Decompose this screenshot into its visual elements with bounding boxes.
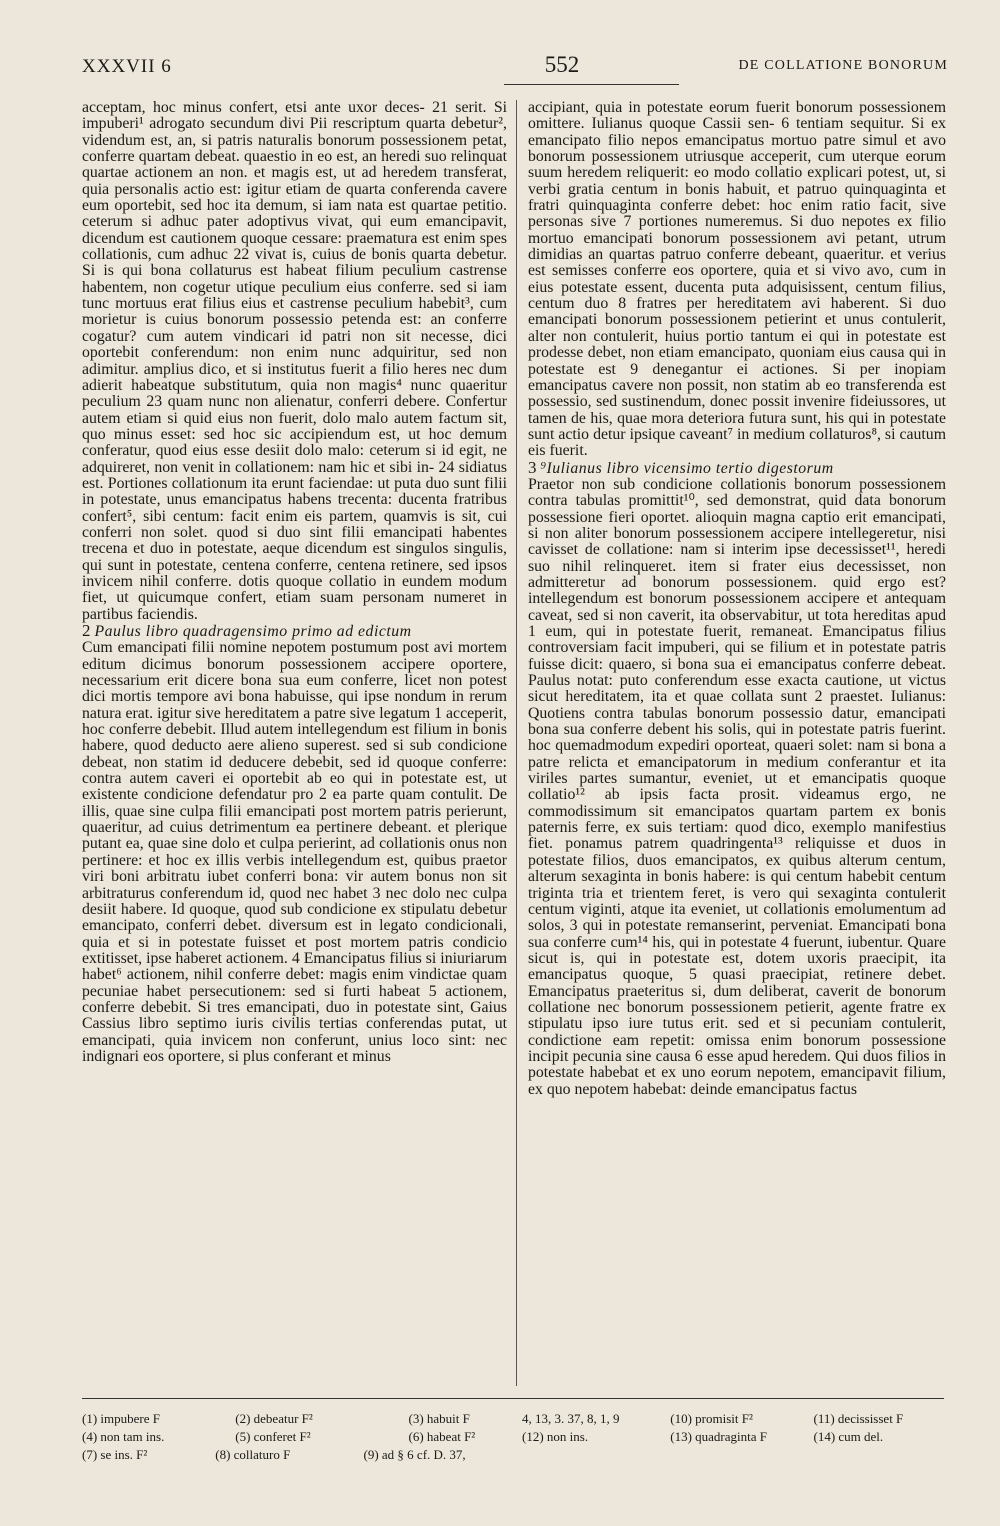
section-heading [528, 457, 946, 477]
section-heading [82, 623, 507, 640]
footnote: (12) non ins. [522, 1429, 589, 1444]
left-text-column [82, 100, 507, 1390]
footnote: (13) quadraginta F [670, 1429, 768, 1444]
paragraph: accipiant, quia in potestate eorum fuerit bonorum possessionem omittere. Iulianus quoque Cassii sen- 6 tentiam sequitur. Si ex emancipato filio nepos emancipatus mortuo patre simul et avo bonorum possessionem utriusque acceperit, cum uterque eorum suum heredem reliquerit: eo modo collatio explicari potest, ut, si verbi gratia centum in bonis habuit, et patruo quinquaginta et fratri quinquaginta conferre debet: hoc enim ratio facit, sive personas sive 7 portiones numeremus. Si duo nepotes ex filio mortuo emancipati bonorum possessionem avi petant, utrum dimidias an quartas patruo conferre debeant, quaeritur. et verius est semisses conferre eos oportere, quia et si vivo avo, cum in eius potestate essent, ducenta puta adquisissent, centum filius, centum duo 8 fratres per hereditatem avi haberent. Si duo emancipati bonorum possessionem petierint et unus contulerit, alter non contulerit, huius portio tantum ei qui in potestate est prodesse debet, non etiam emancipato, quoniam eius causa qui in potestate est 9 denegantur ei actiones. Si per inopiam emancipatus cavere non possit, non statim ab eo transferenda est possessio, sed sustinendum, donec possit invenire fideiussores, ut tamen de his, quae mora deteriora futura sunt, his qui in potestate sunt actio detur ipsique caveant⁷ in medium collaturos⁸, si cautum eis fuerit. [528, 100, 946, 460]
section-title: DE COLLATIONE BONORUM [738, 58, 948, 73]
footnote: 4, 13, 3. 37, 8, 1, 9 [522, 1411, 620, 1426]
footnote: (1) impubere F [82, 1411, 160, 1426]
section-number: 3 [528, 457, 537, 477]
paragraph: acceptam, hoc minus confert, etsi ante uxor deces- 21 serit. Si impuberi¹ adrogato secundum divi Pii rescriptum quarta debetur², videndum est, an, si patris naturalis bonorum possessionem petat, conferre quartam debeat. quaestio in eo est, an heredi suo relinquat quartae actionem an non. et magis est, ut ad heredem transferat, quia personalis actio est: igitur etiam de quarta conferenda cavere eum oportebit, sed hoc ita demum, si iam nata est quartae petitio. ceterum si adhuc pater adoptivus vivat, qui eum emancipavit, dicendum est cautionem quoque cessare: praematura est enim spes collationis, cum adhuc 22 vivat is, cuius de bonis quarta debetur. Si is qui bona collaturus est habeat filium peculium castrense habentem, non cogetur utique peculium eius conferre. sed si iam tunc mortuus erat filius eius et castrense peculium habebit³, cum morietur is cuius bonorum possessio petenda est: an conferre cogatur? cum autem vindicari id patri non sit necesse, dici oportebit conferendum: non enim nunc adquiritur, sed non adimitur. amplius dico, et si institutus fuerit a filio heres nec dum adierit habeatque substitutum, quia non magis⁴ nunc quaeritur peculium 23 quam nunc non alienatur, conferri debere. Confertur autem etiam si quid eius non fuerit, dolo malo autem factum sit, quo minus esset: sed hoc sic accipiendum est, ut hoc demum conferatur, quod eius esse desiit dolo malo: ceterum si id egit, ne adquireret, non venit in collationem: nam hic et sibi in- 24 sidiatus est. Portiones collationum ita erunt faciendae: ut puta duo sunt filii in potestate, unus emancipatus habens trecenta: ducenta fratribus confert⁵, sibi centum: facit enim eis partem, quamvis is sit, cui conferri non solet. quod si duo sint filii emancipati habentes trecena et duo in potestate, aeque dicendum est singulos singulis, qui sunt in potestate, centena conferre, centena retinere, sed ipsos invicem nihil conferre. dotis quoque collatio in eundem modum fiet, ut quicumque confert, etiam suam personam numeret in partibus faciendis. [82, 100, 507, 623]
footnote: (3) habuit F [408, 1411, 470, 1426]
footnote-rule [82, 1398, 944, 1399]
column-divider [516, 100, 517, 1386]
source-citation: ⁹Iulianus libro vicensimo tertio digestorum [540, 459, 834, 477]
paragraph: Praetor non sub condicione collationis bonorum possessionem contra tabulas promittit¹⁰, sed demonstrat, quid data bonorum possessione fieri oportet. alioquin magna captio erit emancipati, si non aliter bonorum possessionem accipere intellegeretur, nisi cavisset de collatione: nam si interim ipse decessisset¹¹, heredi suo nihil relinqueret. item si frater eius decessisset, non admitteretur ad bonorum possessionem. quid ergo est? intellegendum est bonorum possessionem accipere et antequam caveat, sed si non caverit, ita observabitur, ut tota hereditas apud 1 eum, qui in potestate fuerit, remaneat. Emancipatus filius controversiam facit impuberi, qui se filium et in potestate patris fuisse dicit: quaero, si bona sua ei emancipatus conferre debeat. Paulus notat: puto conferendum esse exacta cautione, ut victus sicut hereditatem, ita et quae collata sunt 2 praestet. Iulianus: Quotiens contra tabulas bonorum possessio datur, emancipati bona sua conferre debent his solis, qui in potestate patris fuerint. hoc quemadmodum expediri oporteat, quaeri solet: nam si bona a patre relicta et emancipatorum in medium conferantur et ita viriles partes sumantur, eveniet, ut et emancipatis quoque collatio¹² ab ipsis facta prosit. videamus ergo, ne commodissimum sit emancipatos quartam partem ex bonis paternis ferre, ex suis tertiam: quod dico, exemplo manifestius fiet. ponamus patrem quadringenta¹³ reliquisse et duos in potestate filios, duos emancipatos, ex quibus alterum centum, alterum sexaginta in bonis habere: is qui centum habebit centum triginta tria et trientem feret, is vero qui sexaginta contulerit centum viginti, atque ita eveniet, ut collationis emolumentum ad solos, 3 qui in potestate remanserint, perveniat. Emancipati bona sua conferre cum¹⁴ his, qui in potestate 4 fuerunt, iubentur. Quare sicut is, qui in potestate est, dotem uxoris praecipit, ita emancipatus quoque, 5 quasi praecipiat, retinere debet. Emancipatus praeteritus si, dum deliberat, caverit de bonorum collatione nec bonorum possessionem petierit, agente fratre ex stipulatu ipso iure tutus erit. sed et si pecuniam contulerit, condictione eam repetit: omissa enim bonorum possessione incipit pecunia sine causa 6 esse apud heredem. Qui duos filios in potestate habebat et ex uno eorum nepotem, emancipavit filium, ex quo nepotem habebat: deinde emancipatus factus [528, 475, 946, 1098]
footnote: (8) collaturo F [215, 1447, 291, 1462]
header-rule [504, 84, 679, 85]
source-citation: Paulus libro quadragensimo primo ad edictum [94, 623, 412, 640]
running-header [82, 52, 948, 86]
footnotes-right [522, 1410, 952, 1446]
paragraph: Cum emancipati filii nomine nepotem postumum post avi mortem editum dicimus bonorum possessionem accipere oportere, necessarium erit dicere bona sua eum conferre, licet non potest dici mortis tempore avi bona habuisse, qui ipse nondum in rerum natura erat. igitur sive hereditatem a patre sive legatum 1 acceperit, hoc conferre debebit. Illud autem intellegendum est filium in bonis habere, quod deducto aere alieno superest. sed si sub condicione debeat, non statim id deducere debebit, sed id quoque conferre: contra autem caveri ei oportebit ab eo qui in potestate est, ut existente condicione defendatur pro 2 ea parte quam contulit. De illis, quae sine culpa filii emancipati post mortem patris perierunt, quaeritur, ad cuius detrimentum ea pertinere debeant. et plerique putant ea, quae sine dolo et culpa perierint, ad collationis onus non pertinere: et hoc ex illis verbis intellegendum est, quibus praetor viri boni arbitratu iubet conferri bona: vir autem bonus non sit arbitraturus conferendum id, quod nec habet 3 nec dolo nec culpa desiit habere. Id quoque, quod sub condicione ex stipulatu debetur emancipato, conferri debet. diversum est in legato condicionali, quia et si in potestate fuisset et post mortem patris condicio extitisset, ipse haberet actionem. 4 Emancipatus filius si iniuriarum habet⁶ actionem, nihil conferre debet: magis enim vindictae quam pecuniae habet persecutionem: sed si furti habeat 5 actionem, conferre debebit. Si tres emancipati, duo in potestate sint, Gaius Cassius libro septimo iuris civilis tertias conferendas putat, ut emancipati, quia invicem non conferunt, unius loco sint: nec indignari eos oportere, si plus conferant et minus [82, 639, 507, 1065]
section-number: 2 [82, 621, 91, 640]
book-title-reference: XXXVII 6 [82, 56, 172, 77]
footnote: (6) habeat F² [408, 1429, 476, 1444]
footnotes-left [82, 1410, 512, 1464]
page-number: 552 [544, 52, 580, 77]
right-text-column [528, 100, 946, 1390]
footnote: (7) se ins. F² [82, 1447, 148, 1462]
footnote: (4) non tam ins. [82, 1429, 165, 1444]
footnote: (11) decississet F [813, 1411, 904, 1426]
footnote: (14) cum del. [813, 1429, 884, 1444]
footnote: (10) promisit F² [670, 1411, 753, 1426]
footnote: (2) debeatur F² [235, 1411, 313, 1426]
footnote: (5) conferet F² [235, 1429, 311, 1444]
footnote: (9) ad § 6 cf. D. 37, [363, 1447, 466, 1462]
